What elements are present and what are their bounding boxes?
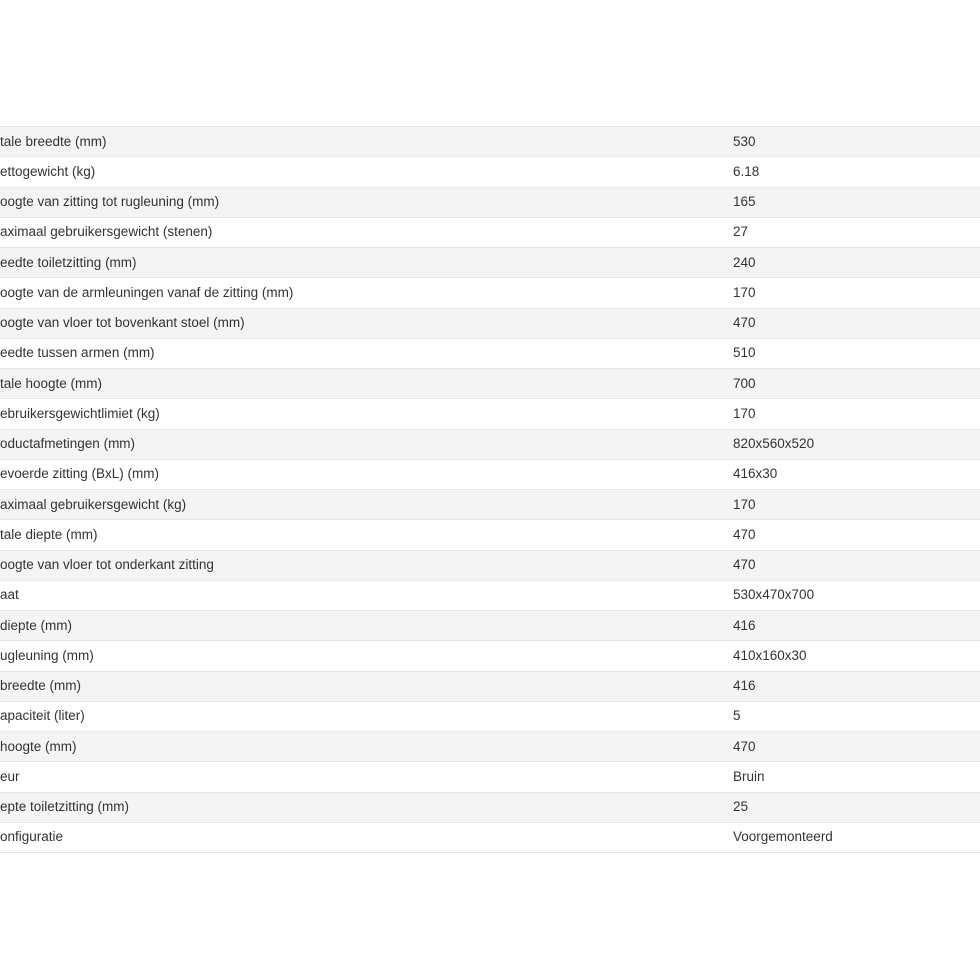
spec-label-text: eedte toiletzitting (mm): [0, 254, 137, 270]
spec-value: 700: [724, 369, 980, 399]
spec-label: [0, 338, 724, 368]
spec-label-text: evoerde zitting (BxL) (mm): [0, 466, 160, 482]
spec-label: [0, 459, 724, 489]
spec-label-text: oogte van vloer tot bovenkant stoel (mm): [0, 315, 245, 331]
table-row: [0, 611, 980, 641]
spec-value: 530x470x700: [724, 580, 980, 610]
spec-value: 416: [724, 671, 980, 701]
spec-value: 416: [724, 611, 980, 641]
spec-label: [0, 550, 724, 580]
spec-value: 820x560x520: [724, 429, 980, 459]
table-row: [0, 550, 980, 580]
spec-value: 410x160x30: [724, 641, 980, 671]
spec-label-text: aximaal gebruikersgewicht (stenen): [0, 224, 213, 240]
spec-label-text: oogte van zitting tot rugleuning (mm): [0, 194, 220, 210]
spec-label-text: hoogte (mm): [0, 738, 77, 754]
table-row: [0, 278, 980, 308]
spec-label: [0, 157, 724, 187]
spec-label: [0, 520, 724, 550]
spec-label: [0, 248, 724, 278]
table-row: [0, 520, 980, 550]
spec-label-text: aat: [0, 587, 19, 603]
table-row: [0, 187, 980, 217]
spec-label: [0, 308, 724, 338]
table-row: [0, 580, 980, 610]
spec-label-text: ugleuning (mm): [0, 647, 94, 663]
spec-value: Bruin: [724, 762, 980, 792]
table-row: [0, 459, 980, 489]
table-row: [0, 157, 980, 187]
table-row: [0, 217, 980, 247]
table-row: [0, 792, 980, 822]
spec-label-text: tale breedte (mm): [0, 133, 107, 149]
spec-value: 25: [724, 792, 980, 822]
table-row: [0, 732, 980, 762]
table-row: [0, 399, 980, 429]
spec-value: 27: [724, 217, 980, 247]
spec-label: [0, 611, 724, 641]
spec-label: [0, 762, 724, 792]
spec-label: [0, 490, 724, 520]
spec-value: Voorgemonteerd: [724, 822, 980, 852]
spec-value: 470: [724, 520, 980, 550]
spec-label-text: epte toiletzitting (mm): [0, 799, 130, 815]
spec-value: 5: [724, 701, 980, 731]
table-row: [0, 429, 980, 459]
table-row: [0, 822, 980, 852]
table-row: [0, 490, 980, 520]
spec-label: [0, 671, 724, 701]
spec-value: 470: [724, 732, 980, 762]
spec-label-text: ebruikersgewichtlimiet (kg): [0, 405, 160, 421]
spec-label-text: eedte tussen armen (mm): [0, 345, 155, 361]
spec-label-text: onfiguratie: [0, 829, 64, 845]
table-row: [0, 248, 980, 278]
spec-value: 170: [724, 490, 980, 520]
table-row: [0, 308, 980, 338]
spec-label: [0, 278, 724, 308]
table-row: [0, 701, 980, 731]
spec-label-text: oductafmetingen (mm): [0, 436, 136, 452]
spec-label: [0, 822, 724, 852]
spec-label: [0, 399, 724, 429]
spec-value: 530: [724, 127, 980, 157]
spec-value: 416x30: [724, 459, 980, 489]
spec-label-text: ettogewicht (kg): [0, 163, 96, 179]
spec-value: 165: [724, 187, 980, 217]
spec-value: 170: [724, 278, 980, 308]
spec-value: 470: [724, 550, 980, 580]
spec-label: [0, 701, 724, 731]
spec-label-text: tale hoogte (mm): [0, 375, 103, 391]
spec-label-text: oogte van vloer tot onderkant zitting: [0, 557, 214, 573]
specifications-table-body: [0, 127, 980, 853]
spec-label-text: tale diepte (mm): [0, 526, 98, 542]
spec-label-text: breedte (mm): [0, 678, 82, 694]
spec-label-text: eur: [0, 768, 20, 784]
spec-label-text: aximaal gebruikersgewicht (kg): [0, 496, 187, 512]
table-row: [0, 671, 980, 701]
spec-value: 510: [724, 338, 980, 368]
spec-label: [0, 641, 724, 671]
table-row: [0, 338, 980, 368]
specifications-table: [0, 126, 980, 853]
table-row: [0, 641, 980, 671]
table-row: [0, 762, 980, 792]
spec-label: [0, 187, 724, 217]
spec-label: [0, 369, 724, 399]
spec-value: 170: [724, 399, 980, 429]
spec-label: [0, 127, 724, 157]
spec-label-text: oogte van de armleuningen vanaf de zitting (mm): [0, 284, 294, 300]
spec-label: [0, 429, 724, 459]
spec-label: [0, 580, 724, 610]
spec-label: [0, 732, 724, 762]
spec-value: 6.18: [724, 157, 980, 187]
table-row: [0, 369, 980, 399]
spec-value: 240: [724, 248, 980, 278]
spec-value: 470: [724, 308, 980, 338]
spec-label: [0, 792, 724, 822]
spec-label-text: diepte (mm): [0, 617, 73, 633]
spec-label-text: apaciteit (liter): [0, 708, 85, 724]
spec-label: [0, 217, 724, 247]
table-row: [0, 127, 980, 157]
